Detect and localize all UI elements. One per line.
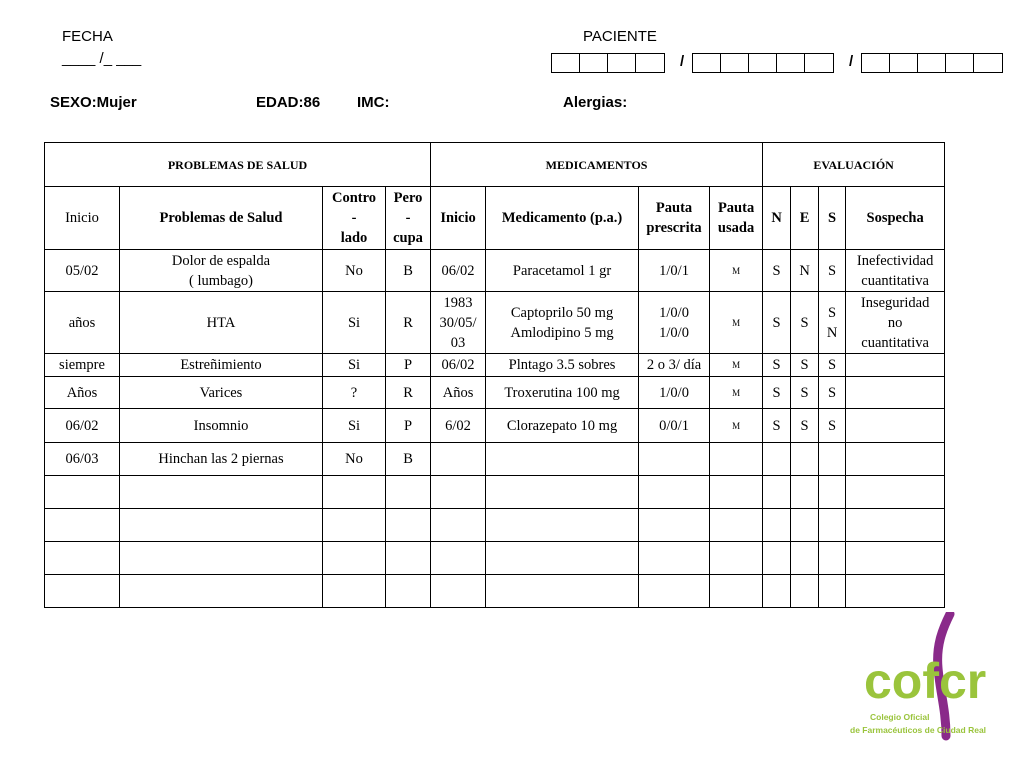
cell-pauta-usada[interactable]: [710, 443, 763, 476]
column-header-row: [45, 187, 945, 250]
empty-cell[interactable]: [431, 575, 486, 608]
cell-s[interactable]: [819, 292, 846, 354]
cell-pauta-prescrita[interactable]: 1/0/1: [639, 250, 710, 292]
empty-row: [45, 509, 945, 542]
empty-cell[interactable]: [639, 509, 710, 542]
cell-sospecha-l2: cuantitativa: [861, 272, 929, 289]
col-preocupa-l2: -: [405, 210, 411, 226]
cell-e[interactable]: S: [791, 292, 819, 354]
empty-cell[interactable]: [45, 575, 120, 608]
imc-field: IMC:: [357, 94, 390, 111]
empty-cell[interactable]: [710, 542, 763, 575]
empty-cell[interactable]: [763, 542, 791, 575]
empty-cell[interactable]: [386, 476, 431, 509]
col-medicamento: Medicamento (p.a.): [486, 187, 639, 250]
empty-cell[interactable]: [386, 575, 431, 608]
cell-medicamento[interactable]: [486, 443, 639, 476]
cell-controlado[interactable]: No: [323, 443, 386, 476]
empty-cell[interactable]: [846, 575, 945, 608]
cell-preocupa[interactable]: R: [386, 377, 431, 409]
cell-n[interactable]: S: [763, 250, 791, 292]
cell-pauta-usada[interactable]: M: [710, 292, 763, 354]
cell-inicio-med[interactable]: 06/02: [431, 354, 486, 377]
cell-medicamento[interactable]: [486, 292, 639, 354]
cell-sospecha[interactable]: [846, 354, 945, 377]
empty-cell[interactable]: [763, 476, 791, 509]
cell-sospecha-l1: Inseguridad: [860, 294, 930, 311]
cell-s[interactable]: S: [819, 377, 846, 409]
empty-cell[interactable]: [323, 476, 386, 509]
empty-cell[interactable]: [323, 542, 386, 575]
cell-sospecha[interactable]: [846, 409, 945, 443]
cell-n[interactable]: S: [763, 409, 791, 443]
col-pauta-prescrita: [639, 187, 710, 250]
col-pauta-usada-l2: usada: [717, 220, 755, 236]
cell-problema-l1: Dolor de espalda: [171, 252, 271, 269]
cell-inicio[interactable]: Años: [45, 377, 120, 409]
cell-problema[interactable]: Insomnio: [120, 409, 323, 443]
empty-cell[interactable]: [120, 476, 323, 509]
cell-controlado[interactable]: ?: [323, 377, 386, 409]
table-row: [45, 377, 945, 409]
col-inicio: Inicio: [45, 187, 120, 250]
section-evaluacion: EVALUACIÓN: [763, 143, 945, 187]
cell-pauta-usada[interactable]: M: [710, 354, 763, 377]
problemas-medicamentos-table: [44, 142, 945, 608]
empty-cell[interactable]: [45, 476, 120, 509]
empty-cell[interactable]: [639, 476, 710, 509]
cell-e[interactable]: [791, 443, 819, 476]
table-row: [45, 354, 945, 377]
cell-preocupa[interactable]: B: [386, 250, 431, 292]
logo-line-2: de Farmacéuticos de Ciudad Real: [850, 725, 987, 735]
empty-cell[interactable]: [486, 476, 639, 509]
cell-inicio[interactable]: 05/02: [45, 250, 120, 292]
sexo-field: SEXO:Mujer: [50, 94, 137, 111]
edad-field: EDAD:86: [256, 94, 321, 111]
cell-n[interactable]: S: [763, 377, 791, 409]
cell-pauta-prescrita[interactable]: [639, 443, 710, 476]
cell-preocupa[interactable]: P: [386, 409, 431, 443]
empty-cell[interactable]: [323, 509, 386, 542]
empty-cell[interactable]: [819, 542, 846, 575]
empty-row: [45, 542, 945, 575]
cell-n[interactable]: S: [763, 292, 791, 354]
paciente-separator-1: /: [680, 53, 685, 70]
cell-inicio-med[interactable]: Años: [431, 377, 486, 409]
cell-inicio[interactable]: años: [45, 292, 120, 354]
cell-problema-l2: ( lumbago): [188, 272, 254, 289]
cell-problema[interactable]: Hinchan las 2 piernas: [120, 443, 323, 476]
col-preocupa: [386, 187, 431, 250]
col-s: S: [819, 187, 846, 250]
col-inicio-med: Inicio: [431, 187, 486, 250]
paciente-code-boxes-2[interactable]: [692, 53, 834, 73]
cell-inicio-med-l3: 03: [450, 334, 466, 351]
cell-inicio-med[interactable]: [431, 292, 486, 354]
col-n: N: [763, 187, 791, 250]
cell-sospecha[interactable]: [846, 250, 945, 292]
cell-preocupa[interactable]: B: [386, 443, 431, 476]
empty-cell[interactable]: [710, 476, 763, 509]
cell-pauta-prescrita-l2: 1/0/0: [659, 324, 689, 341]
cell-e[interactable]: S: [791, 354, 819, 377]
cell-sospecha[interactable]: [846, 377, 945, 409]
cell-inicio-med[interactable]: 06/02: [431, 250, 486, 292]
empty-cell[interactable]: [819, 575, 846, 608]
col-preocupa-l1: Pero: [393, 190, 423, 206]
cell-controlado[interactable]: Si: [323, 354, 386, 377]
empty-cell[interactable]: [486, 575, 639, 608]
empty-cell[interactable]: [819, 509, 846, 542]
col-controlado-l3: lado: [340, 230, 368, 246]
cell-s[interactable]: [819, 443, 846, 476]
logo-line-1: Colegio Oficial: [870, 712, 930, 722]
cell-problema[interactable]: Estreñimiento: [120, 354, 323, 377]
table-row: [45, 409, 945, 443]
empty-cell[interactable]: [791, 509, 819, 542]
empty-cell[interactable]: [791, 542, 819, 575]
cell-pauta-prescrita[interactable]: [639, 292, 710, 354]
section-header-row: [45, 143, 945, 187]
paciente-code-boxes-1[interactable]: [551, 53, 665, 73]
empty-cell[interactable]: [386, 542, 431, 575]
col-pauta-prescrita-l1: Pauta: [655, 200, 693, 216]
empty-cell[interactable]: [431, 476, 486, 509]
empty-cell[interactable]: [846, 509, 945, 542]
cell-preocupa[interactable]: R: [386, 292, 431, 354]
cell-pauta-usada[interactable]: M: [710, 377, 763, 409]
empty-cell[interactable]: [120, 509, 323, 542]
table-row: [45, 250, 945, 292]
empty-cell[interactable]: [45, 542, 120, 575]
cell-s[interactable]: S: [819, 354, 846, 377]
empty-cell[interactable]: [763, 575, 791, 608]
section-problemas: PROBLEMAS DE SALUD: [45, 143, 431, 187]
empty-cell[interactable]: [846, 476, 945, 509]
cell-sospecha-l2: no: [887, 314, 903, 331]
cell-inicio-med-l1: 1983: [443, 294, 473, 311]
empty-row: [45, 476, 945, 509]
empty-cell[interactable]: [431, 509, 486, 542]
col-controlado-l2: -: [351, 210, 357, 226]
empty-cell[interactable]: [710, 509, 763, 542]
cell-controlado[interactable]: Si: [323, 409, 386, 443]
empty-cell[interactable]: [846, 542, 945, 575]
empty-cell[interactable]: [639, 575, 710, 608]
cell-problema[interactable]: HTA: [120, 292, 323, 354]
cell-inicio-med-l2: 30/05/: [439, 314, 477, 331]
cell-medicamento-l1: Captoprilo 50 mg: [510, 304, 614, 321]
section-medicamentos: MEDICAMENTOS: [431, 143, 763, 187]
fecha-label: FECHA: [62, 28, 113, 45]
empty-cell[interactable]: [763, 509, 791, 542]
empty-cell[interactable]: [819, 476, 846, 509]
cell-s[interactable]: S: [819, 250, 846, 292]
cell-sospecha-l1: Inefectividad: [856, 252, 934, 269]
col-controlado: [323, 187, 386, 250]
col-preocupa-l3: cupa: [393, 230, 423, 246]
empty-cell[interactable]: [45, 509, 120, 542]
cell-s-l1: S: [828, 304, 837, 321]
cell-e[interactable]: S: [791, 377, 819, 409]
empty-cell[interactable]: [120, 575, 323, 608]
empty-cell[interactable]: [120, 542, 323, 575]
cell-inicio[interactable]: 06/03: [45, 443, 120, 476]
cell-sospecha[interactable]: [846, 292, 945, 354]
cell-pauta-prescrita[interactable]: 0/0/1: [639, 409, 710, 443]
cell-inicio[interactable]: siempre: [45, 354, 120, 377]
table-row: [45, 292, 945, 354]
empty-cell[interactable]: [486, 542, 639, 575]
cell-inicio-med[interactable]: 6/02: [431, 409, 486, 443]
empty-cell[interactable]: [486, 509, 639, 542]
empty-cell[interactable]: [323, 575, 386, 608]
cell-n[interactable]: S: [763, 354, 791, 377]
cell-inicio-med[interactable]: [431, 443, 486, 476]
cell-pauta-prescrita[interactable]: 1/0/0: [639, 377, 710, 409]
cell-medicamento[interactable]: Clorazepato 10 mg: [486, 409, 639, 443]
paciente-code-boxes-3[interactable]: [861, 53, 1003, 73]
cell-medicamento[interactable]: Plntago 3.5 sobres: [486, 354, 639, 377]
cell-inicio[interactable]: 06/02: [45, 409, 120, 443]
cell-s-l2: N: [826, 324, 838, 341]
empty-cell[interactable]: [791, 476, 819, 509]
col-pauta-usada-l1: Pauta: [717, 200, 755, 216]
col-pauta-prescrita-l2: prescrita: [646, 220, 702, 236]
paciente-separator-2: /: [849, 53, 854, 70]
cell-sospecha-l3: cuantitativa: [861, 334, 929, 351]
cell-sospecha[interactable]: [846, 443, 945, 476]
col-pauta-usada: [710, 187, 763, 250]
empty-cell[interactable]: [639, 542, 710, 575]
empty-cell[interactable]: [386, 509, 431, 542]
cell-problema[interactable]: Varices: [120, 377, 323, 409]
col-controlado-l1: Contro: [331, 190, 377, 206]
col-e: E: [791, 187, 819, 250]
col-problemas: Problemas de Salud: [120, 187, 323, 250]
empty-cell[interactable]: [710, 575, 763, 608]
cell-n[interactable]: [763, 443, 791, 476]
paciente-label: PACIENTE: [583, 28, 657, 45]
table-row: [45, 443, 945, 476]
cell-controlado[interactable]: Si: [323, 292, 386, 354]
cell-medicamento[interactable]: Paracetamol 1 gr: [486, 250, 639, 292]
cell-pauta-prescrita[interactable]: 2 o 3/ día: [639, 354, 710, 377]
cell-e[interactable]: S: [791, 409, 819, 443]
cell-pauta-usada[interactable]: M: [710, 250, 763, 292]
empty-cell[interactable]: [791, 575, 819, 608]
cell-medicamento[interactable]: Troxerutina 100 mg: [486, 377, 639, 409]
cell-preocupa[interactable]: P: [386, 354, 431, 377]
col-sospecha: Sospecha: [846, 187, 945, 250]
cell-controlado[interactable]: No: [323, 250, 386, 292]
cell-pauta-prescrita-l1: 1/0/0: [659, 304, 689, 321]
cell-medicamento-l2: Amlodipino 5 mg: [510, 324, 614, 341]
alergias-field: Alergias:: [563, 94, 628, 111]
empty-cell[interactable]: [431, 542, 486, 575]
cell-s[interactable]: S: [819, 409, 846, 443]
cell-pauta-usada[interactable]: M: [710, 409, 763, 443]
cell-e[interactable]: N: [791, 250, 819, 292]
fecha-value[interactable]: ____ /_ ___: [62, 50, 142, 67]
cell-problema[interactable]: [120, 250, 323, 292]
logo-wordmark: cofcr: [864, 653, 987, 709]
empty-row: [45, 575, 945, 608]
cofcr-logo: [850, 612, 1010, 742]
